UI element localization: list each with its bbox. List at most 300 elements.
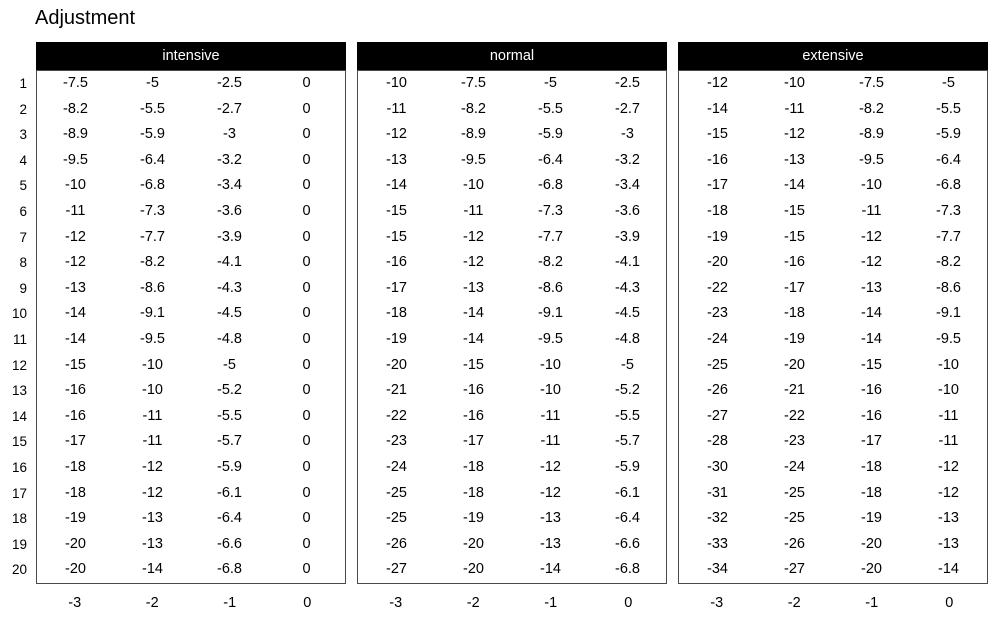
cell: -5	[544, 75, 557, 91]
cell: -22	[707, 279, 728, 296]
cell: -20	[861, 561, 882, 578]
cell: -8.2	[140, 254, 165, 271]
cell: -12	[463, 254, 484, 271]
cell: -7.3	[936, 202, 961, 219]
cell: -10	[938, 356, 959, 373]
row-label: 18	[11, 511, 27, 527]
cell: -19	[386, 330, 407, 347]
cell: -17	[784, 279, 805, 296]
cell: -16	[65, 407, 86, 424]
table-row	[679, 327, 987, 353]
cell: -12	[707, 75, 728, 91]
cell: -14	[463, 305, 484, 322]
row-label: 3	[19, 127, 27, 143]
row-label: 13	[11, 383, 27, 399]
cell: -5.5	[936, 100, 961, 117]
cell: -3.4	[615, 177, 640, 194]
cell: -9.5	[63, 151, 88, 168]
table-extensive	[678, 42, 988, 616]
row-label: 6	[19, 203, 27, 219]
cell: -8.2	[538, 254, 563, 271]
table-row	[37, 378, 345, 404]
column-label: -3	[389, 595, 403, 611]
cell: -13	[540, 510, 561, 527]
cell: -8.9	[63, 126, 88, 143]
table-row	[679, 122, 987, 148]
table-body	[678, 70, 988, 584]
table-row	[679, 557, 987, 583]
row-label: 14	[11, 408, 27, 424]
row-label: 5	[19, 178, 27, 194]
cell: -13	[784, 151, 805, 168]
cell: -27	[386, 561, 407, 578]
cell: -5.9	[538, 126, 563, 143]
cell: -7.7	[140, 228, 165, 245]
row-label: 20	[11, 562, 27, 578]
cell: 0	[302, 100, 311, 117]
cell: -16	[861, 382, 882, 399]
table-row	[679, 173, 987, 199]
table-row	[358, 276, 666, 302]
cell: 0	[302, 75, 311, 91]
cell: -9.5	[461, 151, 486, 168]
cell: -5.7	[217, 433, 242, 450]
cell: -18	[463, 458, 484, 475]
cell: -3	[621, 126, 634, 143]
cell: -9.1	[936, 305, 961, 322]
column-label: 0	[303, 595, 312, 611]
cell: -14	[540, 561, 561, 578]
cell: -6.4	[615, 510, 640, 527]
cell: -5.2	[615, 382, 640, 399]
cell: 0	[302, 433, 311, 450]
cell: -12	[142, 458, 163, 475]
cell: -5	[146, 75, 159, 91]
table-row	[679, 199, 987, 225]
cell: -14	[861, 330, 882, 347]
cell: -6.8	[140, 177, 165, 194]
cell: -14	[861, 305, 882, 322]
cell: -27	[784, 561, 805, 578]
table-row	[358, 173, 666, 199]
row-label: 4	[19, 152, 27, 168]
cell: -4.8	[615, 330, 640, 347]
cell: -11	[142, 407, 163, 424]
cell: -16	[463, 407, 484, 424]
cell: -7.7	[936, 228, 961, 245]
table-row	[358, 97, 666, 123]
cell: -20	[784, 356, 805, 373]
cell: -5.2	[217, 382, 242, 399]
table-footer	[678, 591, 988, 616]
cell: -12	[142, 484, 163, 501]
table-row	[358, 404, 666, 430]
cell: -17	[65, 433, 86, 450]
cell: -6.8	[538, 177, 563, 194]
cell: -13	[142, 535, 163, 552]
cell: -2.5	[615, 75, 640, 91]
cell: -2.5	[217, 75, 242, 91]
column-label: -2	[787, 595, 801, 611]
cell: -22	[784, 407, 805, 424]
cell: -3.9	[217, 228, 242, 245]
table-row	[358, 557, 666, 583]
cell: -11	[463, 202, 484, 219]
row-label: 16	[11, 459, 27, 475]
cell: -5.5	[615, 407, 640, 424]
table-row	[358, 353, 666, 379]
cell: -12	[938, 484, 959, 501]
cell: -18	[65, 458, 86, 475]
cell: 0	[302, 177, 311, 194]
cell: -11	[386, 100, 407, 117]
row-label: 8	[19, 255, 27, 271]
table-row	[37, 532, 345, 558]
cell: 0	[302, 202, 311, 219]
cell: -20	[707, 254, 728, 271]
table-row	[679, 506, 987, 532]
cell: -16	[861, 407, 882, 424]
cell: -11	[861, 202, 882, 219]
cell: 0	[302, 510, 311, 527]
cell: -13	[142, 510, 163, 527]
table-row	[358, 481, 666, 507]
table-normal	[357, 42, 667, 616]
page-title: Adjustment	[35, 7, 136, 29]
cell: -6.4	[140, 151, 165, 168]
cell: -23	[386, 433, 407, 450]
row-label: 15	[11, 434, 27, 450]
cell: -6.4	[217, 510, 242, 527]
cell: 0	[302, 458, 311, 475]
table-row	[679, 225, 987, 251]
cell: -11	[540, 433, 561, 450]
cell: -11	[784, 100, 805, 117]
cell: -8.6	[538, 279, 563, 296]
cell: -11	[938, 407, 959, 424]
cell: -14	[463, 330, 484, 347]
table-row	[679, 97, 987, 123]
cell: 0	[302, 407, 311, 424]
cell: -18	[784, 305, 805, 322]
row-label: 12	[11, 357, 27, 373]
cell: -19	[861, 510, 882, 527]
table-row	[37, 148, 345, 174]
cell: -20	[65, 535, 86, 552]
cell: -19	[784, 330, 805, 347]
cell: -20	[463, 561, 484, 578]
cell: -7.3	[140, 202, 165, 219]
cell: -14	[386, 177, 407, 194]
cell: -4.1	[615, 254, 640, 271]
cell: -5.9	[615, 458, 640, 475]
cell: -8.6	[936, 279, 961, 296]
table-row	[37, 71, 345, 97]
cell: -24	[386, 458, 407, 475]
cell: -6.8	[615, 561, 640, 578]
column-label: -1	[544, 595, 558, 611]
cell: -15	[386, 228, 407, 245]
column-label: -3	[710, 595, 724, 611]
cell: -25	[386, 484, 407, 501]
cell: 0	[302, 279, 311, 296]
cell: -5	[942, 75, 955, 91]
row-labels-column	[0, 71, 36, 583]
cell: -9.5	[538, 330, 563, 347]
cell: -15	[784, 228, 805, 245]
cell: -11	[142, 433, 163, 450]
cell: -8.9	[461, 126, 486, 143]
cell: -18	[463, 484, 484, 501]
cell: -4.3	[615, 279, 640, 296]
cell: 0	[302, 254, 311, 271]
table-footer	[36, 591, 346, 616]
cell: 0	[302, 561, 311, 578]
cell: -18	[861, 484, 882, 501]
cell: -10	[540, 356, 561, 373]
cell: -16	[784, 254, 805, 271]
table-row	[37, 557, 345, 583]
cell: -32	[707, 510, 728, 527]
cell: -12	[65, 254, 86, 271]
table-row	[679, 429, 987, 455]
cell: -14	[938, 561, 959, 578]
table-row	[358, 225, 666, 251]
cell: 0	[302, 356, 311, 373]
cell: -4.1	[217, 254, 242, 271]
cell: -9.5	[859, 151, 884, 168]
column-label: -3	[68, 595, 82, 611]
table-row	[358, 199, 666, 225]
cell: -15	[784, 202, 805, 219]
cell: -25	[784, 484, 805, 501]
cell: -7.3	[538, 202, 563, 219]
cell: -12	[861, 228, 882, 245]
cell: -12	[540, 484, 561, 501]
cell: -2.7	[615, 100, 640, 117]
cell: -12	[784, 126, 805, 143]
cell: -13	[938, 535, 959, 552]
cell: 0	[302, 228, 311, 245]
cell: -15	[707, 126, 728, 143]
cell: -16	[386, 254, 407, 271]
cell: -26	[386, 535, 407, 552]
cell: -3.2	[615, 151, 640, 168]
cell: -8.2	[63, 100, 88, 117]
table-row	[358, 506, 666, 532]
table-row	[37, 122, 345, 148]
cell: -4.5	[615, 305, 640, 322]
cell: -17	[861, 433, 882, 450]
row-label: 9	[19, 280, 27, 296]
table-row	[37, 506, 345, 532]
table-row	[358, 148, 666, 174]
cell: -4.5	[217, 305, 242, 322]
cell: -10	[142, 382, 163, 399]
cell: -5	[621, 356, 634, 373]
cell: -12	[540, 458, 561, 475]
cell: -19	[463, 510, 484, 527]
cell: -17	[463, 433, 484, 450]
cell: -9.1	[538, 305, 563, 322]
cell: -22	[386, 407, 407, 424]
cell: -5.5	[538, 100, 563, 117]
table-row	[37, 97, 345, 123]
cell: -33	[707, 535, 728, 552]
table-title: extensive	[678, 42, 988, 70]
cell: -13	[65, 279, 86, 296]
table-row	[37, 225, 345, 251]
table-row	[679, 532, 987, 558]
cell: -14	[65, 330, 86, 347]
cell: -18	[861, 458, 882, 475]
cell: -34	[707, 561, 728, 578]
cell: -15	[386, 202, 407, 219]
table-row	[358, 71, 666, 97]
table-row	[679, 276, 987, 302]
table-row	[37, 199, 345, 225]
column-label: 0	[624, 595, 633, 611]
table-row	[679, 353, 987, 379]
table-row	[679, 455, 987, 481]
cell: -6.1	[615, 484, 640, 501]
cell: -14	[707, 100, 728, 117]
cell: -20	[386, 356, 407, 373]
cell: -13	[386, 151, 407, 168]
cell: -7.5	[859, 75, 884, 91]
cell: -18	[386, 305, 407, 322]
cell: -8.2	[859, 100, 884, 117]
table-row	[37, 481, 345, 507]
cell: -10	[463, 177, 484, 194]
table-row	[37, 404, 345, 430]
cell: -9.1	[140, 305, 165, 322]
table-row	[358, 301, 666, 327]
table-row	[679, 148, 987, 174]
cell: -3	[223, 126, 236, 143]
cell: -6.4	[538, 151, 563, 168]
cell: -21	[784, 382, 805, 399]
cell: -7.5	[63, 75, 88, 91]
cell: -14	[784, 177, 805, 194]
row-label: 10	[11, 306, 27, 322]
cell: -6.6	[615, 535, 640, 552]
cell: -23	[707, 305, 728, 322]
cell: -17	[386, 279, 407, 296]
cell: -10	[386, 75, 407, 91]
cell: -18	[707, 202, 728, 219]
cell: -26	[784, 535, 805, 552]
cell: -12	[861, 254, 882, 271]
cell: -10	[861, 177, 882, 194]
tables-layout	[0, 42, 988, 616]
cell: -13	[861, 279, 882, 296]
cell: 0	[302, 484, 311, 501]
table-row	[37, 250, 345, 276]
table-title: intensive	[36, 42, 346, 70]
cell: -5.9	[140, 126, 165, 143]
cell: -12	[65, 228, 86, 245]
cell: -18	[65, 484, 86, 501]
cell: -15	[861, 356, 882, 373]
row-label: 19	[11, 536, 27, 552]
cell: -5	[223, 356, 236, 373]
cell: -5.9	[936, 126, 961, 143]
cell: 0	[302, 535, 311, 552]
cell: -3.6	[217, 202, 242, 219]
cell: -10	[65, 177, 86, 194]
table-row	[679, 481, 987, 507]
cell: -5.7	[615, 433, 640, 450]
column-label: -2	[466, 595, 480, 611]
cell: -20	[463, 535, 484, 552]
cell: -19	[65, 510, 86, 527]
table-row	[37, 301, 345, 327]
cell: -8.6	[140, 279, 165, 296]
table-row	[37, 276, 345, 302]
cell: -14	[65, 305, 86, 322]
table-row	[37, 173, 345, 199]
column-label: -1	[865, 595, 879, 611]
row-label: 11	[12, 331, 27, 347]
table-row	[358, 122, 666, 148]
row-label: 1	[19, 76, 27, 91]
cell: -11	[540, 407, 561, 424]
cell: -10	[540, 382, 561, 399]
cell: -6.1	[217, 484, 242, 501]
table-row	[37, 327, 345, 353]
cell: -28	[707, 433, 728, 450]
table-row	[679, 301, 987, 327]
cell: -20	[65, 561, 86, 578]
cell: -8.9	[859, 126, 884, 143]
cell: 0	[302, 330, 311, 347]
cell: -6.8	[936, 177, 961, 194]
cell: -16	[65, 382, 86, 399]
cell: -25	[784, 510, 805, 527]
cell: -6.6	[217, 535, 242, 552]
cell: -5.5	[140, 100, 165, 117]
column-label: -1	[223, 595, 237, 611]
cell: -13	[540, 535, 561, 552]
cell: -16	[707, 151, 728, 168]
cell: -10	[938, 382, 959, 399]
cell: -10	[784, 75, 805, 91]
cell: -10	[142, 356, 163, 373]
cell: -23	[784, 433, 805, 450]
cell: -6.4	[936, 151, 961, 168]
cell: -26	[707, 382, 728, 399]
table-row	[358, 250, 666, 276]
table-row	[358, 532, 666, 558]
cell: -5.9	[217, 458, 242, 475]
cell: -12	[463, 228, 484, 245]
table-body	[36, 70, 346, 584]
column-label: -2	[145, 595, 159, 611]
cell: -3.6	[615, 202, 640, 219]
row-label: 7	[19, 229, 27, 245]
table-row	[358, 378, 666, 404]
cell: 0	[302, 305, 311, 322]
cell: -6.8	[217, 561, 242, 578]
table-row	[679, 378, 987, 404]
cell: -2.7	[217, 100, 242, 117]
cell: -8.2	[461, 100, 486, 117]
table-row	[679, 71, 987, 97]
table-row	[679, 250, 987, 276]
cell: -11	[938, 433, 959, 450]
table-row	[37, 353, 345, 379]
